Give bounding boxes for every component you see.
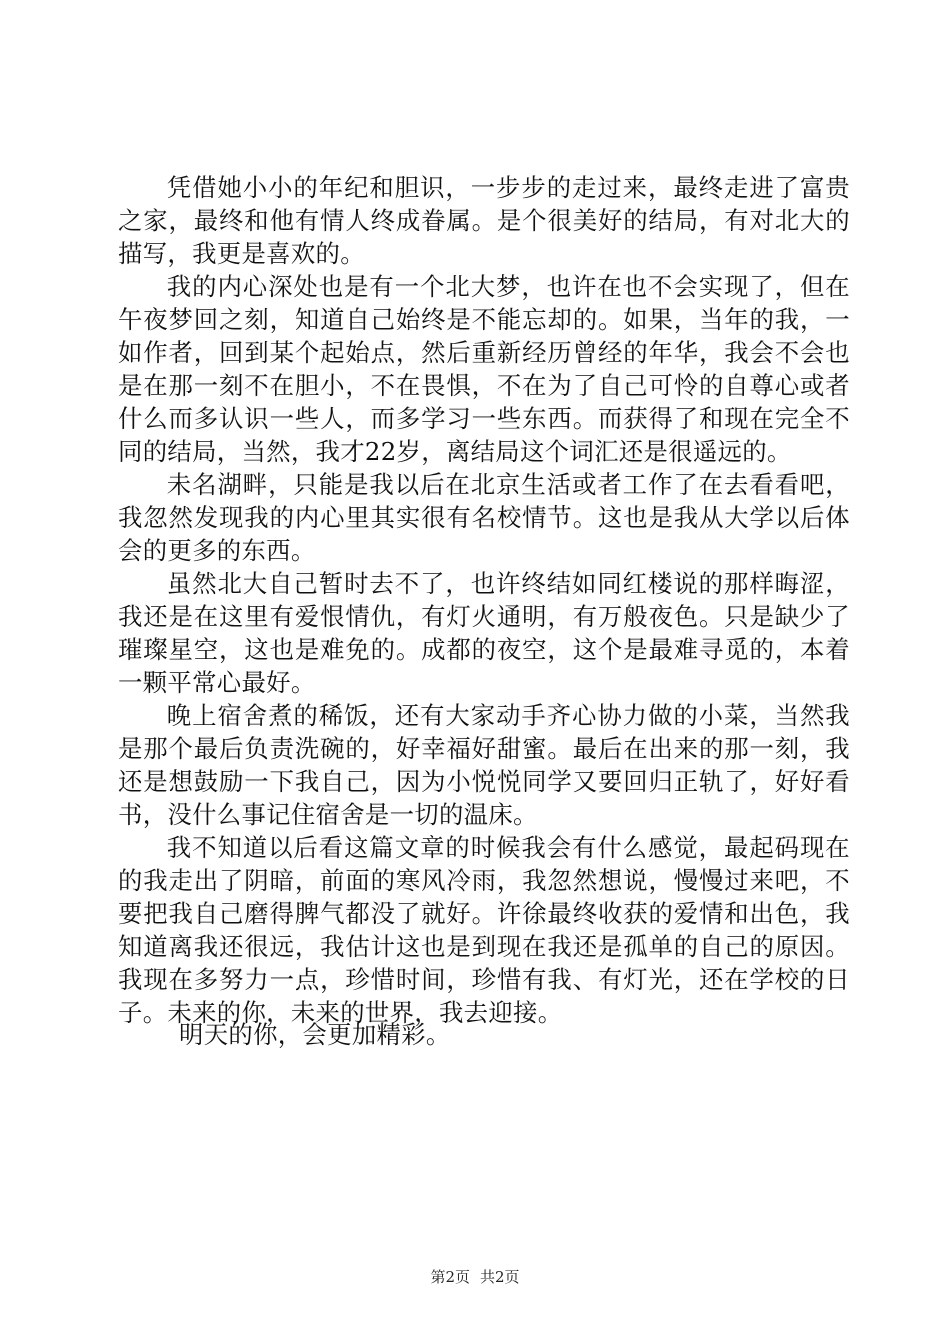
page-footer xyxy=(0,1267,950,1287)
page-number: 第2页 xyxy=(430,1268,470,1286)
paragraph-6: 我不知道以后看这篇文章的时候我会有什么感觉，最起码现在的我走出了阴暗，前面的寒风冷雨，我忽然想说，慢慢过来吧，不要把我自己磨得脾气都没了就好。许徐最终收获的爱情和出色，我知道离我还很远，我估计这也是到现在我还是孤单的自己的原因。我现在多努力一点，珍惜时间，珍惜有我、有灯光，还在学校的日子。未来的你，未来的世界，我去迎接。 xyxy=(118,833,850,1027)
paragraph-3: 未名湖畔，只能是我以后在北京生活或者工作了在去看看吧，我忽然发现我的内心里其实很有名校情节。这也是我从大学以后体会的更多的东西。 xyxy=(118,470,850,565)
body-text xyxy=(118,171,850,1029)
paragraph-4: 虽然北大自己暂时去不了，也许终结如同红楼说的那样晦涩，我还是在这里有爱恨情仇，有灯火通明，有万般夜色。只是缺少了璀璨星空，这也是难免的。成都的夜空，这个是最难寻觅的，本着一颗平常心最好。 xyxy=(118,569,850,697)
paragraph-2: 我的内心深处也是有一个北大梦，也许在也不会实现了，但在午夜梦回之刻，知道自己始终是不能忘却的。如果，当年的我，一如作者，回到某个起始点，然后重新经历曾经的年华，我会不会也是在那一刻不在胆小，不在畏惧，不在为了自己可怜的自尊心或者什么而多认识一些人，而多学习一些东西。而获得了和现在完全不同的结局，当然，我才22岁，离结局这个词汇还是很遥远的。 xyxy=(118,272,850,466)
paragraph-1: 凭借她小小的年纪和胆识，一步步的走过来，最终走进了富贵之家，最终和他有情人终成眷属。是个很美好的结局，有对北大的描写，我更是喜欢的。 xyxy=(118,173,850,268)
page-total: 共2页 xyxy=(480,1268,520,1286)
closing-line: 明天的你，会更加精彩。 xyxy=(179,1020,451,1049)
paragraph-5: 晚上宿舍煮的稀饭，还有大家动手齐心协力做的小菜，当然我是那个最后负责洗碗的，好幸福好甜蜜。最后在出来的那一刻，我还是想鼓励一下我自己，因为小悦悦同学又要回归正轨了，好好看书，没什么事记住宿舍是一切的温床。 xyxy=(118,701,850,829)
